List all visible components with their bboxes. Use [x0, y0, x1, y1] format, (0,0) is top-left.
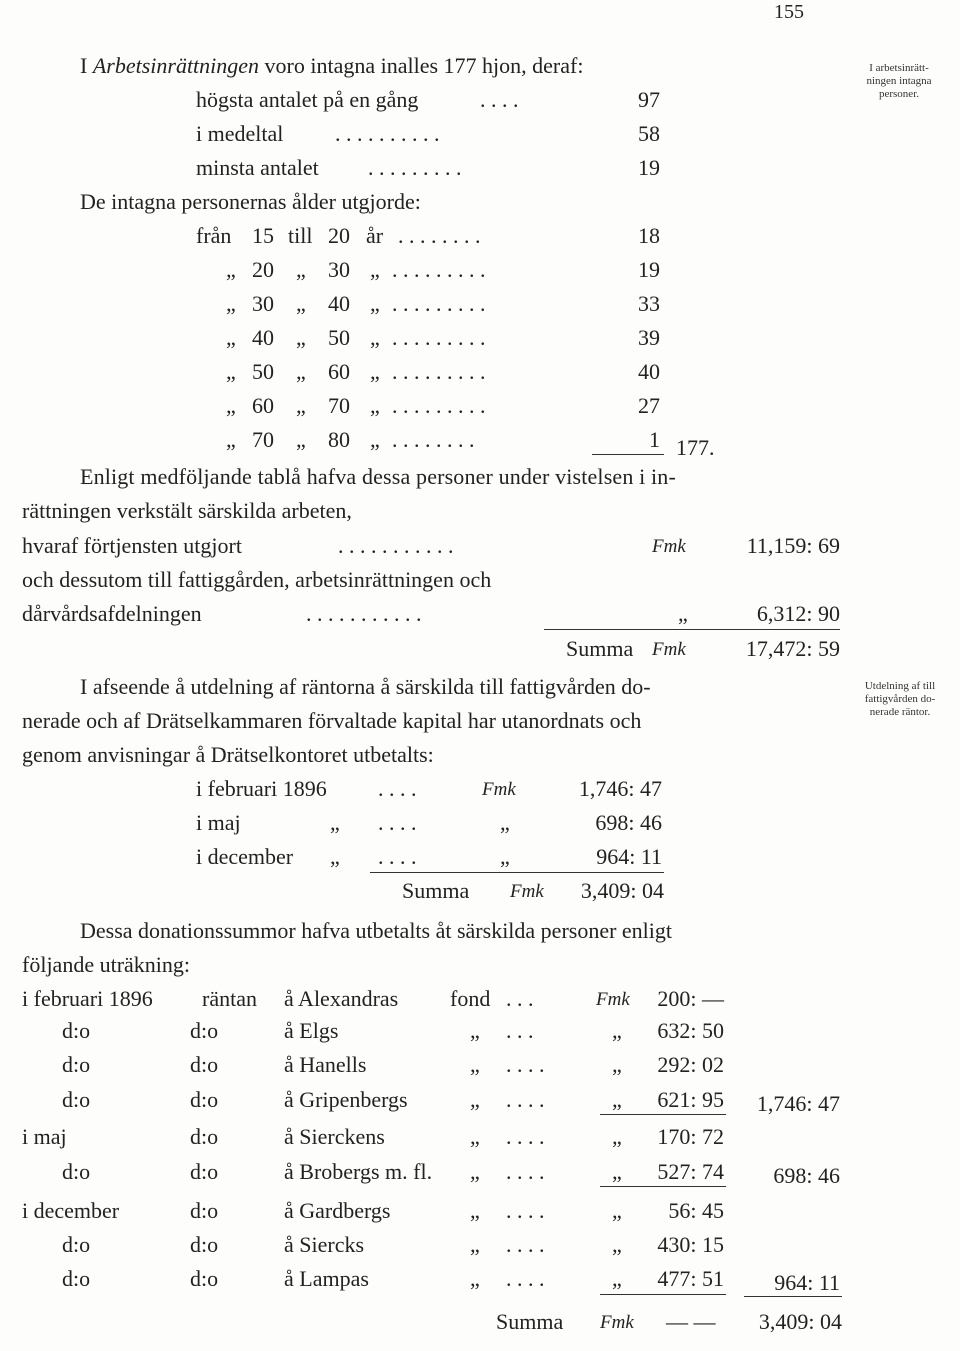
payment-amount: 698: 46	[595, 810, 662, 835]
age-from-prefix: „	[226, 427, 236, 452]
age-value: 33	[638, 291, 660, 316]
age-from-prefix: „	[226, 325, 236, 350]
ditto-mark: „	[612, 1124, 622, 1149]
fund-fond: „	[470, 1266, 480, 1291]
fund-col2: d:o	[190, 1232, 219, 1257]
age-value: 40	[638, 359, 660, 384]
stat-label: högsta antalet på en gång	[196, 87, 419, 112]
age-till: „	[296, 291, 306, 316]
leader-dots: . . . .	[506, 1198, 545, 1223]
age-to: 30	[328, 257, 350, 282]
age-to: 70	[328, 393, 350, 418]
age-leader: . . . . . . . . .	[392, 359, 486, 384]
leader-dots: . . .	[506, 986, 534, 1011]
fund-month: d:o	[62, 1232, 91, 1257]
leader-dots: . . . .	[378, 776, 417, 801]
age-unit: „	[370, 257, 380, 282]
fund-amount: 56: 45	[668, 1198, 724, 1223]
paragraph-line: dårvårdsafdelningen	[22, 601, 202, 626]
age-from-prefix: „	[226, 257, 236, 282]
summa-label: Summa	[566, 636, 634, 661]
fund-amount: 200: —	[657, 986, 724, 1011]
intro-suffix: voro intagna inalles 177 hjon, deraf:	[259, 53, 584, 78]
margin-note-line: nerade räntor.	[869, 706, 931, 718]
fund-amount: 632: 50	[657, 1018, 724, 1043]
fund-subtotal: 1,746: 47	[756, 1091, 840, 1116]
margin-note-line: personer.	[878, 88, 919, 100]
age-from: 20	[252, 257, 274, 282]
fund-col2: d:o	[190, 1159, 219, 1184]
age-till: „	[296, 393, 306, 418]
fund-amount: 292: 02	[657, 1052, 724, 1077]
intro-prefix: I	[80, 53, 93, 78]
paragraph-line: och dessutom till fattiggården, arbetsinrättningen och	[22, 567, 492, 592]
fund-month: i maj	[22, 1124, 67, 1149]
stat-leader: . . . .	[480, 87, 519, 112]
subtotal-rule	[600, 1186, 726, 1187]
age-from-prefix: „	[226, 291, 236, 316]
fund-amount: 527: 74	[657, 1159, 724, 1184]
payment-amount: 964: 11	[596, 844, 662, 869]
fund-fond: „	[470, 1124, 480, 1149]
fund-amount: 477: 51	[657, 1266, 724, 1291]
payment-label: i december	[196, 844, 294, 869]
age-heading: De intagna personernas ålder utgjorde:	[80, 189, 421, 214]
summa-dash: — —	[666, 1309, 716, 1334]
age-unit: „	[370, 325, 380, 350]
ditto-mark: „	[612, 1018, 622, 1043]
subtotal-rule	[600, 1114, 726, 1115]
paragraph-line: genom anvisningar å Drätselkontoret utbetalts:	[22, 742, 434, 767]
fund-month: d:o	[62, 1018, 91, 1043]
paragraph-line: Dessa donationssummor hafva utbetalts åt särskilda personer enligt	[80, 918, 673, 943]
intro-line	[80, 55, 583, 77]
fund-name: å Gardbergs	[284, 1198, 391, 1223]
age-unit: „	[370, 291, 380, 316]
stat-value: 19	[638, 155, 660, 180]
fund-name: å Elgs	[284, 1018, 339, 1043]
age-value: 18	[638, 223, 660, 248]
fund-col2: d:o	[190, 1052, 219, 1077]
fund-month: i december	[22, 1198, 120, 1223]
age-from: 70	[252, 427, 274, 452]
payment-label: i maj	[196, 810, 241, 835]
fund-col2: d:o	[190, 1266, 219, 1291]
age-value: 19	[638, 257, 660, 282]
margin-note-line: Utdelning af till	[864, 680, 936, 692]
fund-month: d:o	[62, 1266, 91, 1291]
age-leader: . . . . . . . . .	[392, 291, 486, 316]
paragraph-line: hvaraf förtjensten utgjort	[22, 533, 242, 558]
fund-amount: 430: 15	[657, 1232, 724, 1257]
fund-month: d:o	[62, 1052, 91, 1077]
age-unit: „	[370, 393, 380, 418]
leader-dots: . . . . . . . . . . .	[306, 601, 422, 626]
payment-amount: 1,746: 47	[578, 776, 662, 801]
age-from: 15	[252, 223, 274, 248]
paragraph-line: nerade och af Drätselkammaren förvaltade kapital har utanordnats och	[22, 708, 642, 733]
age-from: 40	[252, 325, 274, 350]
intro-italic: Arbetsinrättningen	[92, 53, 260, 78]
summa-label: Summa	[496, 1309, 564, 1334]
age-to: 50	[328, 325, 350, 350]
age-total: 177.	[676, 435, 715, 460]
stat-label: minsta antalet	[196, 155, 319, 180]
age-to: 60	[328, 359, 350, 384]
age-from-prefix: från	[196, 223, 232, 248]
fund-fond: fond	[450, 986, 491, 1011]
fund-col2: d:o	[190, 1087, 219, 1112]
summa-amount: 3,409: 04	[580, 878, 664, 903]
ditto-mark: „	[500, 810, 510, 835]
leader-dots: . . . .	[506, 1232, 545, 1257]
age-leader: . . . . . . . .	[392, 427, 475, 452]
ditto-mark: „	[612, 1052, 622, 1077]
ditto-mark: „	[330, 844, 340, 869]
stat-label: i medeltal	[196, 121, 284, 146]
age-value: 1	[649, 427, 660, 452]
stat-leader: . . . . . . . . . .	[335, 121, 440, 146]
fund-month: i februari 1896	[22, 986, 153, 1011]
fund-name: å Brobergs m. fl.	[284, 1159, 433, 1184]
age-from: 50	[252, 359, 274, 384]
ditto-mark: „	[500, 844, 510, 869]
leader-dots: . . . .	[506, 1052, 545, 1077]
age-value: 27	[638, 393, 660, 418]
leader-dots: . . . .	[506, 1124, 545, 1149]
age-unit: „	[370, 359, 380, 384]
age-leader: . . . . . . . . .	[392, 325, 486, 350]
fund-name: å Siercks	[284, 1232, 365, 1257]
fund-col2: d:o	[190, 1018, 219, 1043]
stat-leader: . . . . . . . . .	[368, 155, 462, 180]
fund-fond: „	[470, 1018, 480, 1043]
age-till: „	[296, 427, 306, 452]
ditto-mark: „	[612, 1198, 622, 1223]
ditto-mark: „	[330, 810, 340, 835]
fund-month: d:o	[62, 1159, 91, 1184]
fund-subtotal: 964: 11	[774, 1270, 840, 1295]
margin-note-arbetsinrattningen	[840, 62, 958, 101]
fund-fond: „	[470, 1198, 480, 1223]
age-till: „	[296, 257, 306, 282]
fund-fond: „	[470, 1052, 480, 1077]
page-number: 155	[774, 1, 804, 23]
fund-fond: „	[470, 1087, 480, 1112]
age-from: 30	[252, 291, 274, 316]
margin-note-line: fattigvården do-	[864, 693, 936, 705]
age-leader: . . . . . . . .	[398, 223, 481, 248]
age-from-prefix: „	[226, 359, 236, 384]
age-till: „	[296, 325, 306, 350]
leader-dots: . . . .	[506, 1087, 545, 1112]
currency-mark: Fmk	[652, 639, 686, 660]
summa-amount: 3,409: 04	[758, 1309, 842, 1334]
paragraph-line: följande uträkning:	[22, 952, 191, 977]
age-unit: „	[370, 427, 380, 452]
summa-amount: 17,472: 59	[745, 636, 840, 661]
currency-mark: Fmk	[652, 536, 686, 557]
fund-amount: 170: 72	[657, 1124, 724, 1149]
ditto-mark: „	[678, 601, 688, 626]
fund-name: å Gripenbergs	[284, 1087, 408, 1112]
payment-label: i februari 1896	[196, 776, 327, 801]
fund-name: å Hanells	[284, 1052, 367, 1077]
fund-month: d:o	[62, 1087, 91, 1112]
fund-fond: „	[470, 1159, 480, 1184]
age-from: 60	[252, 393, 274, 418]
age-to: 40	[328, 291, 350, 316]
fund-name: å Alexandras	[284, 986, 399, 1011]
stat-value: 58	[638, 121, 660, 146]
age-value: 39	[638, 325, 660, 350]
leader-dots: . . . .	[378, 844, 417, 869]
fund-col2: räntan	[202, 986, 257, 1011]
stat-value: 97	[638, 87, 660, 112]
fund-subtotal: 698: 46	[773, 1163, 840, 1188]
age-to: 20	[328, 223, 350, 248]
currency-mark: Fmk	[600, 1312, 634, 1333]
age-unit: år	[366, 223, 384, 248]
summa-label: Summa	[402, 878, 470, 903]
fund-name: å Lampas	[284, 1266, 369, 1291]
earnings-amount: 11,159: 69	[746, 533, 840, 558]
age-to: 80	[328, 427, 350, 452]
leader-dots: . . . .	[506, 1159, 545, 1184]
margin-note-utdelning	[840, 680, 960, 719]
age-till: „	[296, 359, 306, 384]
age-leader: . . . . . . . . .	[392, 393, 486, 418]
margin-note-line: ningen intagna	[866, 75, 932, 87]
earnings-amount-2: 6,312: 90	[756, 601, 840, 626]
age-sum-rule	[592, 454, 664, 455]
paragraph-line: rättningen verkstält särskilda arbeten,	[22, 498, 352, 523]
margin-note-line: I arbetsinrätt-	[869, 62, 929, 74]
ditto-mark: „	[612, 1087, 622, 1112]
final-sum-rule	[744, 1296, 842, 1297]
sum-rule	[370, 872, 664, 873]
sum-rule	[544, 629, 840, 630]
currency-mark: Fmk	[596, 989, 630, 1010]
leader-dots: . . . .	[378, 810, 417, 835]
ditto-mark: „	[612, 1159, 622, 1184]
leader-dots: . . .	[506, 1018, 534, 1043]
fund-name: å Sierckens	[284, 1124, 385, 1149]
paragraph-line: Enligt medföljande tablå hafva dessa personer under vistelsen i in-	[80, 464, 676, 489]
fund-col2: d:o	[190, 1198, 219, 1223]
age-till: till	[288, 223, 313, 248]
fund-fond: „	[470, 1232, 480, 1257]
subtotal-rule	[600, 1294, 726, 1295]
ditto-mark: „	[612, 1266, 622, 1291]
leader-dots: . . . . . . . . . . .	[338, 533, 454, 558]
leader-dots: . . . .	[506, 1266, 545, 1291]
currency-mark: Fmk	[510, 881, 544, 902]
currency-mark: Fmk	[482, 779, 516, 800]
fund-amount: 621: 95	[657, 1087, 724, 1112]
ditto-mark: „	[612, 1232, 622, 1257]
age-leader: . . . . . . . . .	[392, 257, 486, 282]
paragraph-line: I afseende å utdelning af räntorna å särskilda till fattigvården do-	[80, 674, 651, 699]
age-from-prefix: „	[226, 393, 236, 418]
fund-col2: d:o	[190, 1124, 219, 1149]
